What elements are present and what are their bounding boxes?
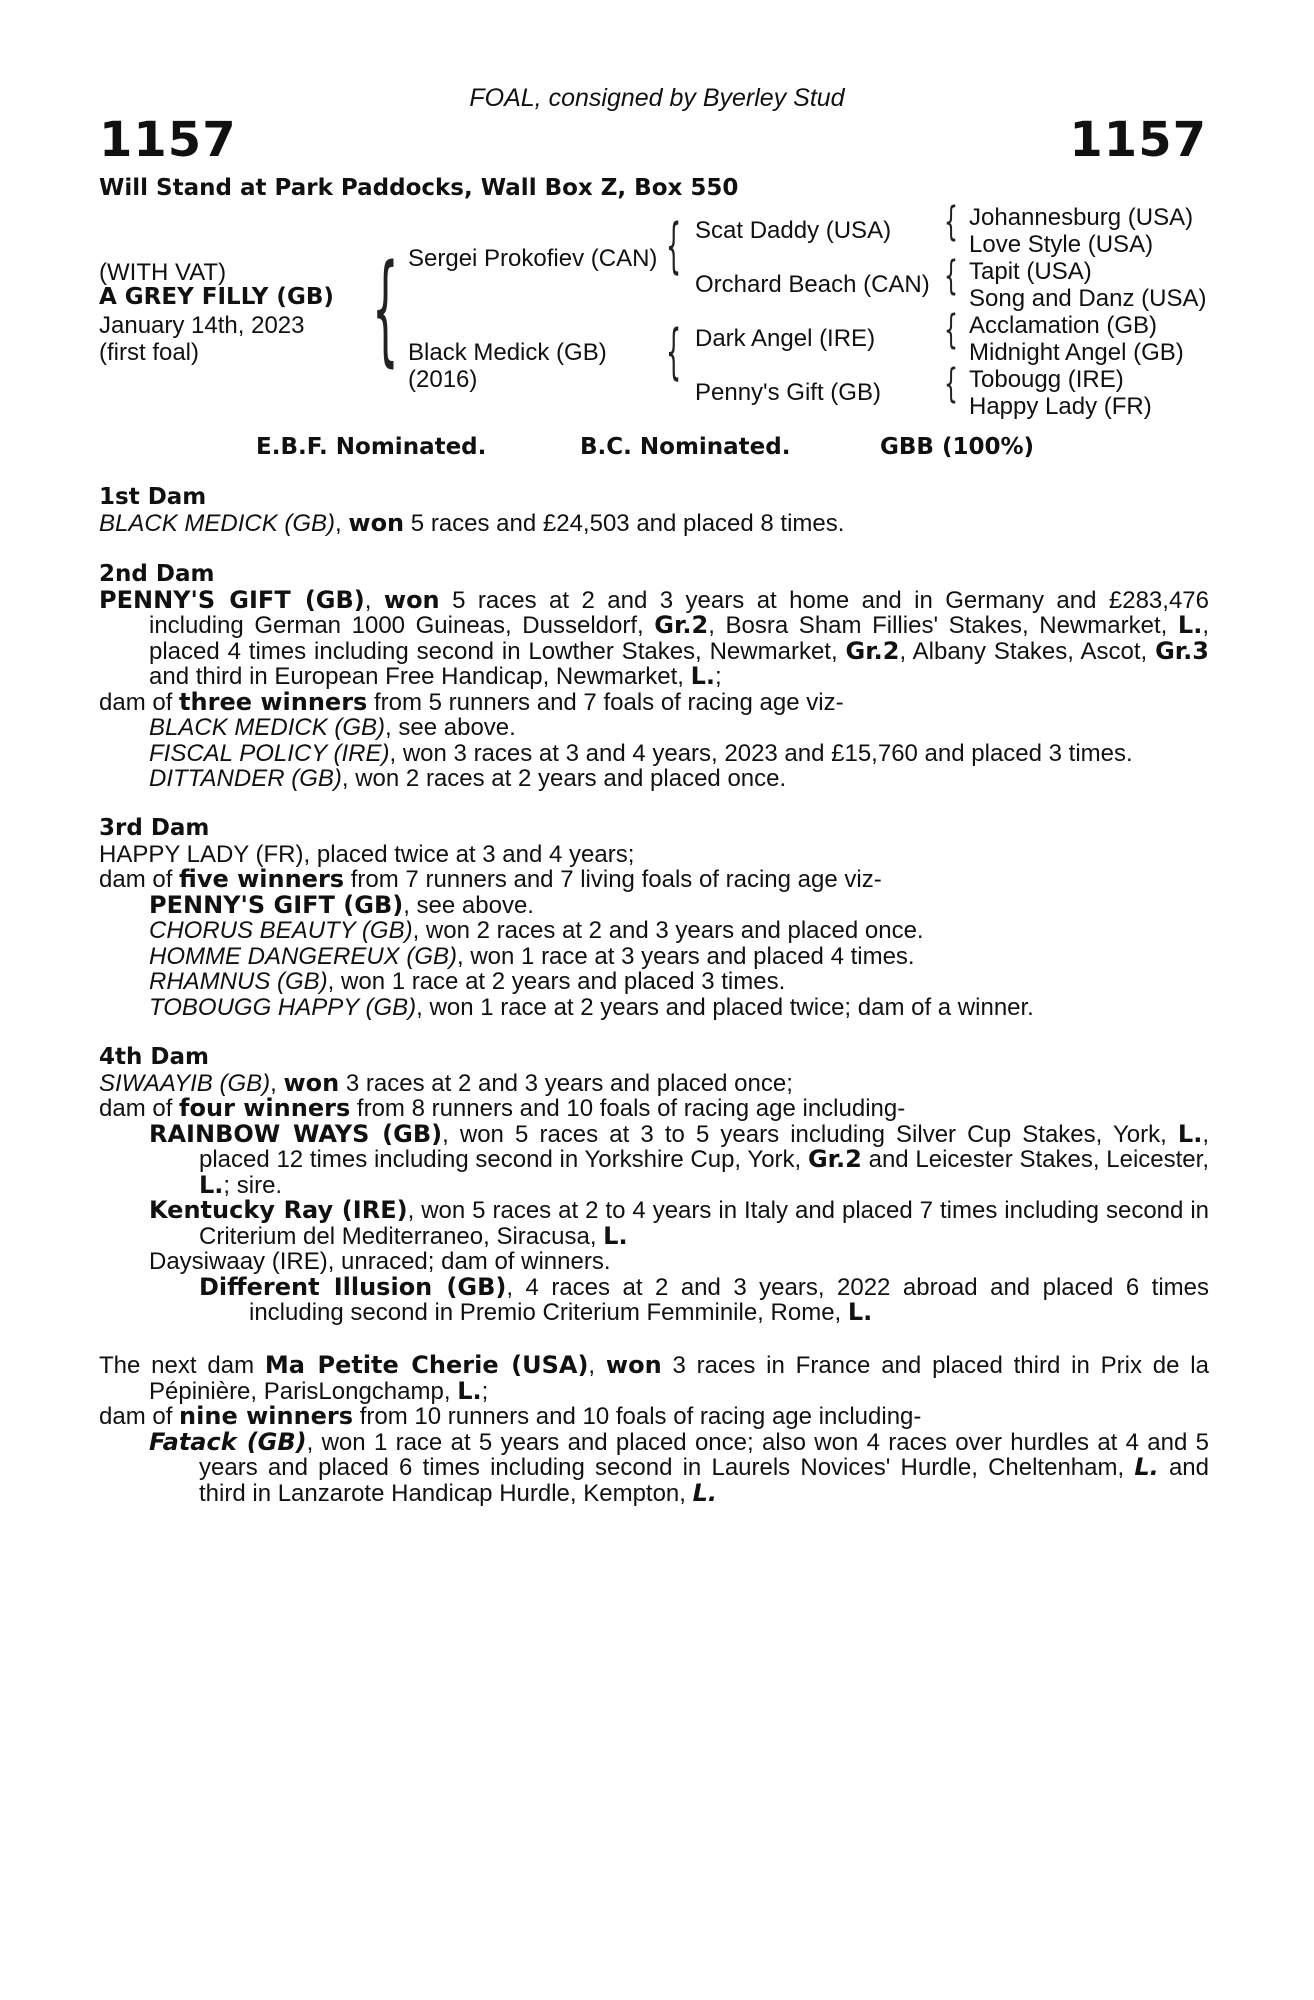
dam-sire: Dark Angel (IRE) [695,325,876,352]
third-dam-section [99,816,1209,1020]
third-dam-heading: 3rd Dam [99,815,210,841]
fourth-dam-record: SIWAAYIB (GB), won 3 races at 2 and 3 years and placed once; [99,1068,793,1097]
ebf-nomination: E.B.F. Nominated. [256,434,487,460]
gg-2: Love Style (USA) [969,231,1154,258]
second-dam-produce: dam of three winners from 5 runners and 7 foals of racing age viz- [99,687,844,716]
third-dam-foal: TOBOUGG HAPPY (GB), won 1 race at 2 years and placed twice; dam of a winner. [149,993,1034,1021]
first-dam-section [99,485,1209,536]
bc-nomination: B.C. Nominated. [580,434,791,460]
lot-number-right: 1157 [1069,112,1207,168]
stand-location: Will Stand at Park Paddocks, Wall Box Z, Box 550 [99,175,739,201]
horse-dob: January 14th, 2023 [99,312,305,339]
sire-sire: Scat Daddy (USA) [695,217,892,244]
gg-8: Happy Lady (FR) [969,393,1152,420]
vat-note: (WITH VAT) [99,259,227,286]
second-dam-foal: DITTANDER (GB), won 2 races at 2 years and placed once. [149,765,787,792]
horse-note: (first foal) [99,339,200,366]
dam-year: (2016) [408,366,478,393]
gg-5: Acclamation (GB) [969,312,1158,339]
fourth-dam-foal: Daysiwaay (IRE), unraced; dam of winners. [149,1248,611,1275]
gg-1: Johannesburg (USA) [969,204,1194,231]
third-dam-foal: RHAMNUS (GB), won 1 race at 2 years and placed 3 times. [149,968,786,995]
first-dam-record: BLACK MEDICK (GB), won 5 races and £24,503 and placed 8 times. [99,508,845,537]
brace-g3: { [944,307,958,353]
next-dam-produce: dam of nine winners from 10 runners and 10 foals of racing age including- [99,1402,922,1430]
third-dam-foal: PENNY'S GIFT (GB), see above. [149,890,534,919]
gg-6: Midnight Angel (GB) [969,339,1184,366]
sire: Sergei Prokofiev (CAN) [408,245,658,272]
second-dam-foal: FISCAL POLICY (IRE), won 3 races at 3 and 4 years, 2023 and £15,760 and placed 3 times. [149,739,1133,767]
fourth-dam-foal: Kentucky Ray (IRE), won 5 races at 2 to 4 years in Italy and placed 7 times including second in Criterium del Mediterraneo, Siracusa, L. [149,1196,1210,1250]
brace-g1: { [944,199,958,245]
fourth-dam-heading: 4th Dam [99,1044,209,1070]
fourth-dam-section [99,1045,1209,1326]
next-dam-record: The next dam Ma Petite Cherie (USA), won 3 races in France and placed third in Prix de la Pépinière, ParisLongchamp, L.; [99,1351,1209,1405]
horse-name: A GREY FILLY (GB) [99,284,334,310]
brace-gen1: { [372,240,399,379]
next-dam-foal: Fatack (GB), won 1 race at 5 years and placed once; also won 4 races over hurdles at 4 and 5 years and placed 6 times including second in Laurels Novices' Hurdle, Cheltenham, L. and third in Lanzarote Handicap Hurdle, Kempton, L. [149,1427,1209,1507]
gg-3: Tapit (USA) [969,258,1092,285]
second-dam-heading: 2nd Dam [99,561,215,587]
second-dam-foal: BLACK MEDICK (GB), see above. [149,714,516,741]
brace-g4: { [944,361,958,407]
gg-7: Tobougg (IRE) [969,366,1124,393]
fourth-dam-foal: RAINBOW WAYS (GB), won 5 races at 3 to 5 years including Silver Cup Stakes, York, L., placed 12 times including second in Yorkshire Cup, York, Gr.2 and Leicester Stakes, Leicester, L.; sire. [149,1119,1209,1199]
lot-number-left: 1157 [99,112,237,168]
sire-dam: Orchard Beach (CAN) [695,271,930,298]
second-dam-section [99,562,1209,792]
first-dam-heading: 1st Dam [99,484,207,510]
third-dam-foal: CHORUS BEAUTY (GB), won 2 races at 2 and 3 years and placed once. [149,917,924,944]
gg-4: Song and Danz (USA) [969,285,1207,312]
third-dam-record: HAPPY LADY (FR), placed twice at 3 and 4 years; [99,840,635,868]
dam: Black Medick (GB) [408,339,607,366]
second-dam-record: PENNY'S GIFT (GB), won 5 races at 2 and 3 years at home and in Germany and £283,476 including German 1000 Guineas, Dusseldorf, Gr.2, Bosra Sham Fillies' Stakes, Newmarket, L., placed 4 times including second in Lowther Stakes, Newmarket, Gr.2, Albany Stakes, Ascot, Gr.3 and third in European Free Handicap, Newmarket, L.; [99,585,1209,690]
brace-dam: { [666,317,682,387]
third-dam-foal: HOMME DANGEREUX (GB), won 1 race at 3 years and placed 4 times. [149,942,915,970]
brace-g2: { [944,253,958,299]
gbb-rating: GBB (100%) [880,434,1035,460]
fourth-dam-produce: dam of four winners from 8 runners and 10 foals of racing age including- [99,1094,906,1122]
brace-sire: { [666,211,682,281]
consignment-line: FOAL, consigned by Byerley Stud [469,84,845,112]
dam-dam: Penny's Gift (GB) [695,379,881,406]
next-dam-section [99,1353,1209,1506]
fourth-dam-grandfoal: Different Illusion (GB), 4 races at 2 and 3 years, 2022 abroad and placed 6 times including second in Premio Criterium Femminile, Rome, L. [199,1272,1209,1326]
third-dam-produce: dam of five winners from 7 runners and 7 living foals of racing age viz- [99,865,882,893]
